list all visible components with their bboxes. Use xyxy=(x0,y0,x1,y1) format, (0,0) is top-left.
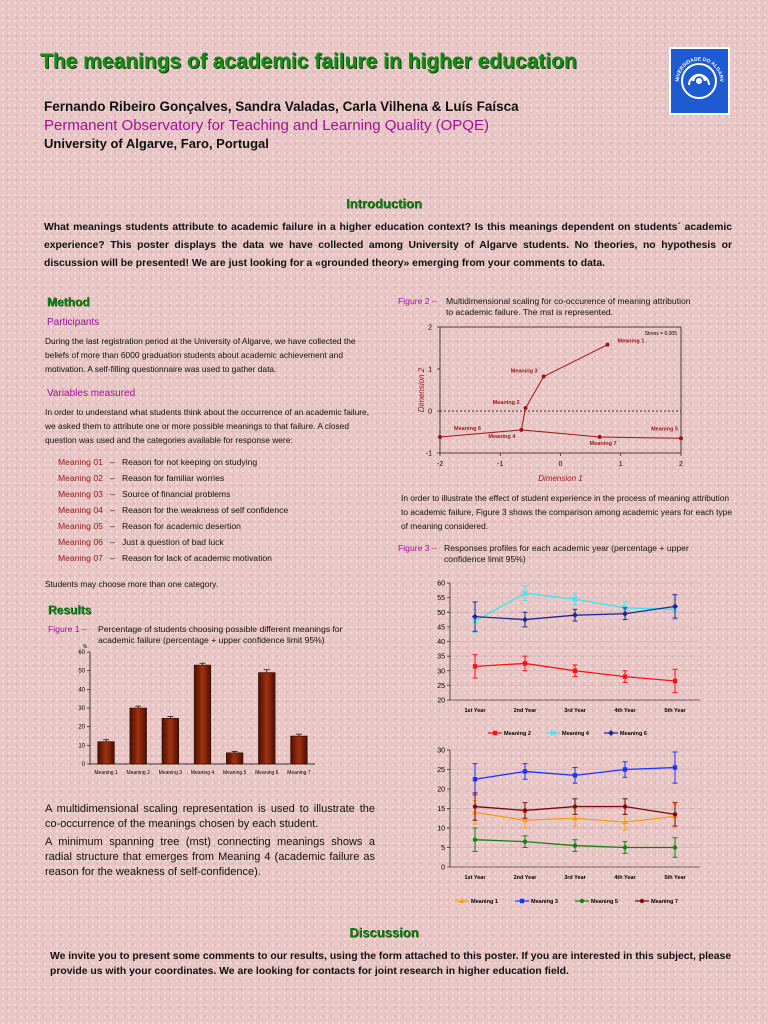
discussion-text: We invite you to present some comments to our results, using the form attached to this poster. If you are interested in this subject, please provide us with your coordinates. We are looking for contacts for joint research in higher education field. xyxy=(50,951,732,977)
y-tick-label: 10 xyxy=(437,825,445,833)
y-tick-label: 60 xyxy=(437,580,445,588)
mst-paragraph: A minimum spanning tree (mst) connecting meanings shows a radial structure that emerges from Meaning 4 (academic failure as reason for the weakness of self-confidence). xyxy=(45,836,375,878)
figure3a-line-chart xyxy=(420,575,710,743)
meaning-item: Meaning 06 – Just a question of bad luck xyxy=(58,537,224,547)
y-axis-label: % xyxy=(82,644,88,650)
figure3-caption-text: Responses profiles for each academic year (percentage + upper confidence limit 95%) xyxy=(444,543,689,564)
variables-heading: Variables measured xyxy=(47,388,136,399)
x-tick-label: 3rd Year xyxy=(564,708,586,714)
mds-paragraph: A multidimensional scaling representation is used to illustrate the co-occurrence of the meanings chosen by each student. xyxy=(45,803,375,830)
series-marker xyxy=(520,899,524,903)
meaning-item: Meaning 03 – Source of financial problems xyxy=(58,489,231,499)
x-tick-label: 5th Year xyxy=(664,708,686,714)
series-marker xyxy=(623,674,627,678)
series-marker xyxy=(523,661,527,665)
point-label: Meaning 5 xyxy=(651,426,678,433)
figure2-caption xyxy=(398,296,698,318)
x-tick-label: -2 xyxy=(436,461,444,468)
series-marker xyxy=(522,617,528,623)
series-marker xyxy=(473,664,477,668)
figure1-label: Figure 1 – xyxy=(48,624,87,634)
stress-label: Stress = 0.005 xyxy=(644,331,677,337)
bar xyxy=(130,708,147,764)
y-tick-label: 40 xyxy=(78,687,85,694)
figure2-label: Figure 2 – xyxy=(398,296,437,306)
x-tick-label: -1 xyxy=(497,461,504,468)
legend-label: Meaning 6 xyxy=(620,731,647,737)
x-tick-label: Meaning 7 xyxy=(287,770,311,776)
series-marker xyxy=(473,804,477,808)
x-tick-label: 5th Year xyxy=(664,875,686,881)
series-marker xyxy=(573,804,577,808)
x-tick-label: 2nd Year xyxy=(513,708,537,714)
mds-point xyxy=(605,343,609,347)
point-label: Meaning 2 xyxy=(492,400,520,407)
series-marker xyxy=(523,808,527,812)
organization-line: Permanent Observatory for Teaching and Learning Quality (OPQE) xyxy=(44,117,489,134)
legend-label: Meaning 3 xyxy=(531,899,558,905)
mst-edge xyxy=(544,345,608,377)
y-tick-label: 0 xyxy=(428,408,432,416)
series-marker xyxy=(672,603,678,609)
x-tick-label: Meaning 5 xyxy=(222,770,247,776)
x-tick-label: 1st Year xyxy=(464,875,486,881)
bar xyxy=(162,718,179,764)
participants-text: During the last registration period at the University of Algarve, we have collected the beliefs of more than 6000 graduation students about academic achievement and motivation. A self-filling questionnaire was used to gather data. xyxy=(45,336,356,374)
y-tick-label: 0 xyxy=(441,864,445,872)
x-tick-label: 1 xyxy=(618,461,623,468)
y-tick-label: 50 xyxy=(437,609,445,617)
series-marker xyxy=(640,899,644,903)
mds-point xyxy=(519,428,523,432)
figure3b-line-chart xyxy=(420,742,710,910)
series-marker xyxy=(580,899,584,903)
bar xyxy=(258,673,275,764)
legend-label: Meaning 7 xyxy=(651,899,678,905)
mst-edge xyxy=(526,377,544,409)
y-tick-label: -1 xyxy=(425,450,432,458)
introduction-heading: Introduction xyxy=(346,196,422,211)
logo-emblem xyxy=(671,49,728,113)
legend-label: Meaning 1 xyxy=(471,899,498,905)
bar xyxy=(291,736,308,764)
x-tick-label: 2nd Year xyxy=(513,875,537,881)
y-tick-label: 10 xyxy=(78,743,85,750)
y-tick-label: 50 xyxy=(78,668,85,675)
bar xyxy=(194,665,211,764)
series-marker xyxy=(523,839,527,843)
figure2-caption-text: Multidimensional scaling for co-occurence of meaning attribution to academic failure. The mst is represented. xyxy=(446,296,691,317)
legend-label: Meaning 2 xyxy=(504,731,531,737)
series-marker xyxy=(523,769,527,773)
x-tick-label: Meaning 1 xyxy=(94,770,118,776)
series-marker xyxy=(673,679,677,683)
x-tick-label: Meaning 4 xyxy=(190,770,215,776)
x-tick-label: Meaning 2 xyxy=(126,770,150,776)
figure3-caption xyxy=(398,543,718,565)
meaning-item: Meaning 04 – Reason for the weakness of self confidence xyxy=(58,505,289,515)
meaning-item: Meaning 01 – Reason for not keeping on studying xyxy=(58,457,258,467)
mds-point xyxy=(679,436,683,440)
mst-edge xyxy=(600,437,681,438)
y-tick-label: 25 xyxy=(437,767,445,774)
series-marker xyxy=(673,812,677,816)
x-tick-label: 3rd Year xyxy=(564,875,586,881)
point-label: Meaning 3 xyxy=(510,368,538,375)
university-line: University of Algarve, Faro, Portugal xyxy=(44,136,269,151)
y-tick-label: 30 xyxy=(437,747,445,755)
point-label: Meaning 6 xyxy=(454,426,481,433)
y-tick-label: 5 xyxy=(441,845,445,852)
bar xyxy=(98,742,115,764)
y-tick-label: 40 xyxy=(437,639,445,646)
x-tick-label: 2 xyxy=(679,461,683,468)
y-tick-label: 30 xyxy=(78,706,85,712)
y-tick-label: 45 xyxy=(437,624,445,632)
point-label: Meaning 4 xyxy=(488,433,516,440)
figure2-followup: In order to illustrate the effect of student experience in the process of meaning attribution to academic failure, Figure 3 shows the comparison among academic years for each type of meaning considered. xyxy=(401,493,732,531)
series-marker xyxy=(573,669,577,673)
meaning-item: Meaning 07 – Reason for lack of academic motivation xyxy=(58,553,272,563)
y-tick-label: 15 xyxy=(437,806,445,813)
participants-heading: Participants xyxy=(47,317,100,328)
svg-text:UNIVERSIDADE DO ALGARVE: NIVERSIDADE DO ALGARV xyxy=(674,56,725,82)
series-marker xyxy=(623,845,627,849)
variables-text: In order to understand what students think about the occurrence of an academic failure, we asked them to attribute one or more possible meanings to that failure. A closed question was used and the categories available for response were: xyxy=(45,407,370,445)
method-heading: Method xyxy=(47,295,90,309)
point-label: Meaning 7 xyxy=(589,441,617,448)
poster-title: The meanings of academic failure in higher education xyxy=(40,50,577,73)
y-tick-label: 20 xyxy=(437,786,445,794)
mst-edge xyxy=(521,430,599,437)
series-marker xyxy=(622,611,628,617)
method-note: Students may choose more than one category. xyxy=(45,579,219,589)
mds-point xyxy=(524,406,528,410)
series-marker xyxy=(493,731,497,735)
bar xyxy=(226,753,243,764)
x-tick-label: 4th Year xyxy=(614,708,636,714)
figure1-bar-chart xyxy=(40,638,330,780)
discussion-heading: Discussion xyxy=(349,925,419,940)
point-label: Meaning 1 xyxy=(617,338,645,345)
x-tick-label: 0 xyxy=(558,461,563,468)
y-tick-label: 1 xyxy=(428,366,432,374)
figure1-caption-text: Percentage of students choosing possible different meanings for academic failure (percentage + upper confidence limit 95%) xyxy=(98,624,343,645)
y-tick-label: 30 xyxy=(437,668,445,676)
y-tick-label: 20 xyxy=(437,697,445,705)
figure3-label: Figure 3 – xyxy=(398,543,437,553)
meaning-item: Meaning 02 – Reason for familiar worries xyxy=(58,473,225,483)
x-tick-label: 4th Year xyxy=(614,875,636,881)
series-marker xyxy=(673,765,677,769)
series-marker xyxy=(473,777,477,781)
mds-point xyxy=(598,435,602,439)
university-logo xyxy=(669,47,730,115)
y-tick-label: 20 xyxy=(78,724,85,731)
y-tick-label: 0 xyxy=(81,762,85,768)
y-tick-label: 55 xyxy=(437,595,445,603)
x-tick-label: 1st Year xyxy=(464,708,486,714)
y-tick-label: 2 xyxy=(428,324,432,332)
y-tick-label: 60 xyxy=(78,650,85,656)
series-marker xyxy=(573,843,577,847)
x-tick-label: Meaning 3 xyxy=(158,770,183,776)
x-tick-label: Meaning 6 xyxy=(255,770,279,776)
series-marker xyxy=(572,612,578,618)
series-marker xyxy=(473,838,477,842)
x-axis-label: Dimension 1 xyxy=(538,474,583,483)
legend-label: Meaning 5 xyxy=(591,899,618,905)
introduction-text: What meanings students attribute to academic failure in a higher education context? Is this meanings dependent on students´ academic experience? This poster displays the data we have collected among University of Algarve students. No theories, no hypothesis or discussion will be presented! We are just looking for a «grounded theory» emerging from your comments to data. xyxy=(44,222,732,269)
series-marker xyxy=(673,845,677,849)
series-marker xyxy=(608,730,614,736)
series-marker xyxy=(623,804,627,808)
meaning-item: Meaning 05 – Reason for academic desertion xyxy=(58,521,241,531)
series-marker xyxy=(573,773,577,777)
results-heading: Results xyxy=(48,603,92,617)
mds-point xyxy=(438,435,442,439)
mds-point xyxy=(542,375,546,379)
authors-line: Fernando Ribeiro Gonçalves, Sandra Valadas, Carla Vilhena & Luís Faísca xyxy=(44,99,519,114)
series-marker xyxy=(623,767,627,771)
legend-label: Meaning 4 xyxy=(562,731,589,737)
y-axis-label: Dimension 2 xyxy=(417,367,426,413)
figure2-mds-plot xyxy=(398,320,698,488)
y-tick-label: 25 xyxy=(437,682,445,690)
y-tick-label: 35 xyxy=(437,653,445,661)
